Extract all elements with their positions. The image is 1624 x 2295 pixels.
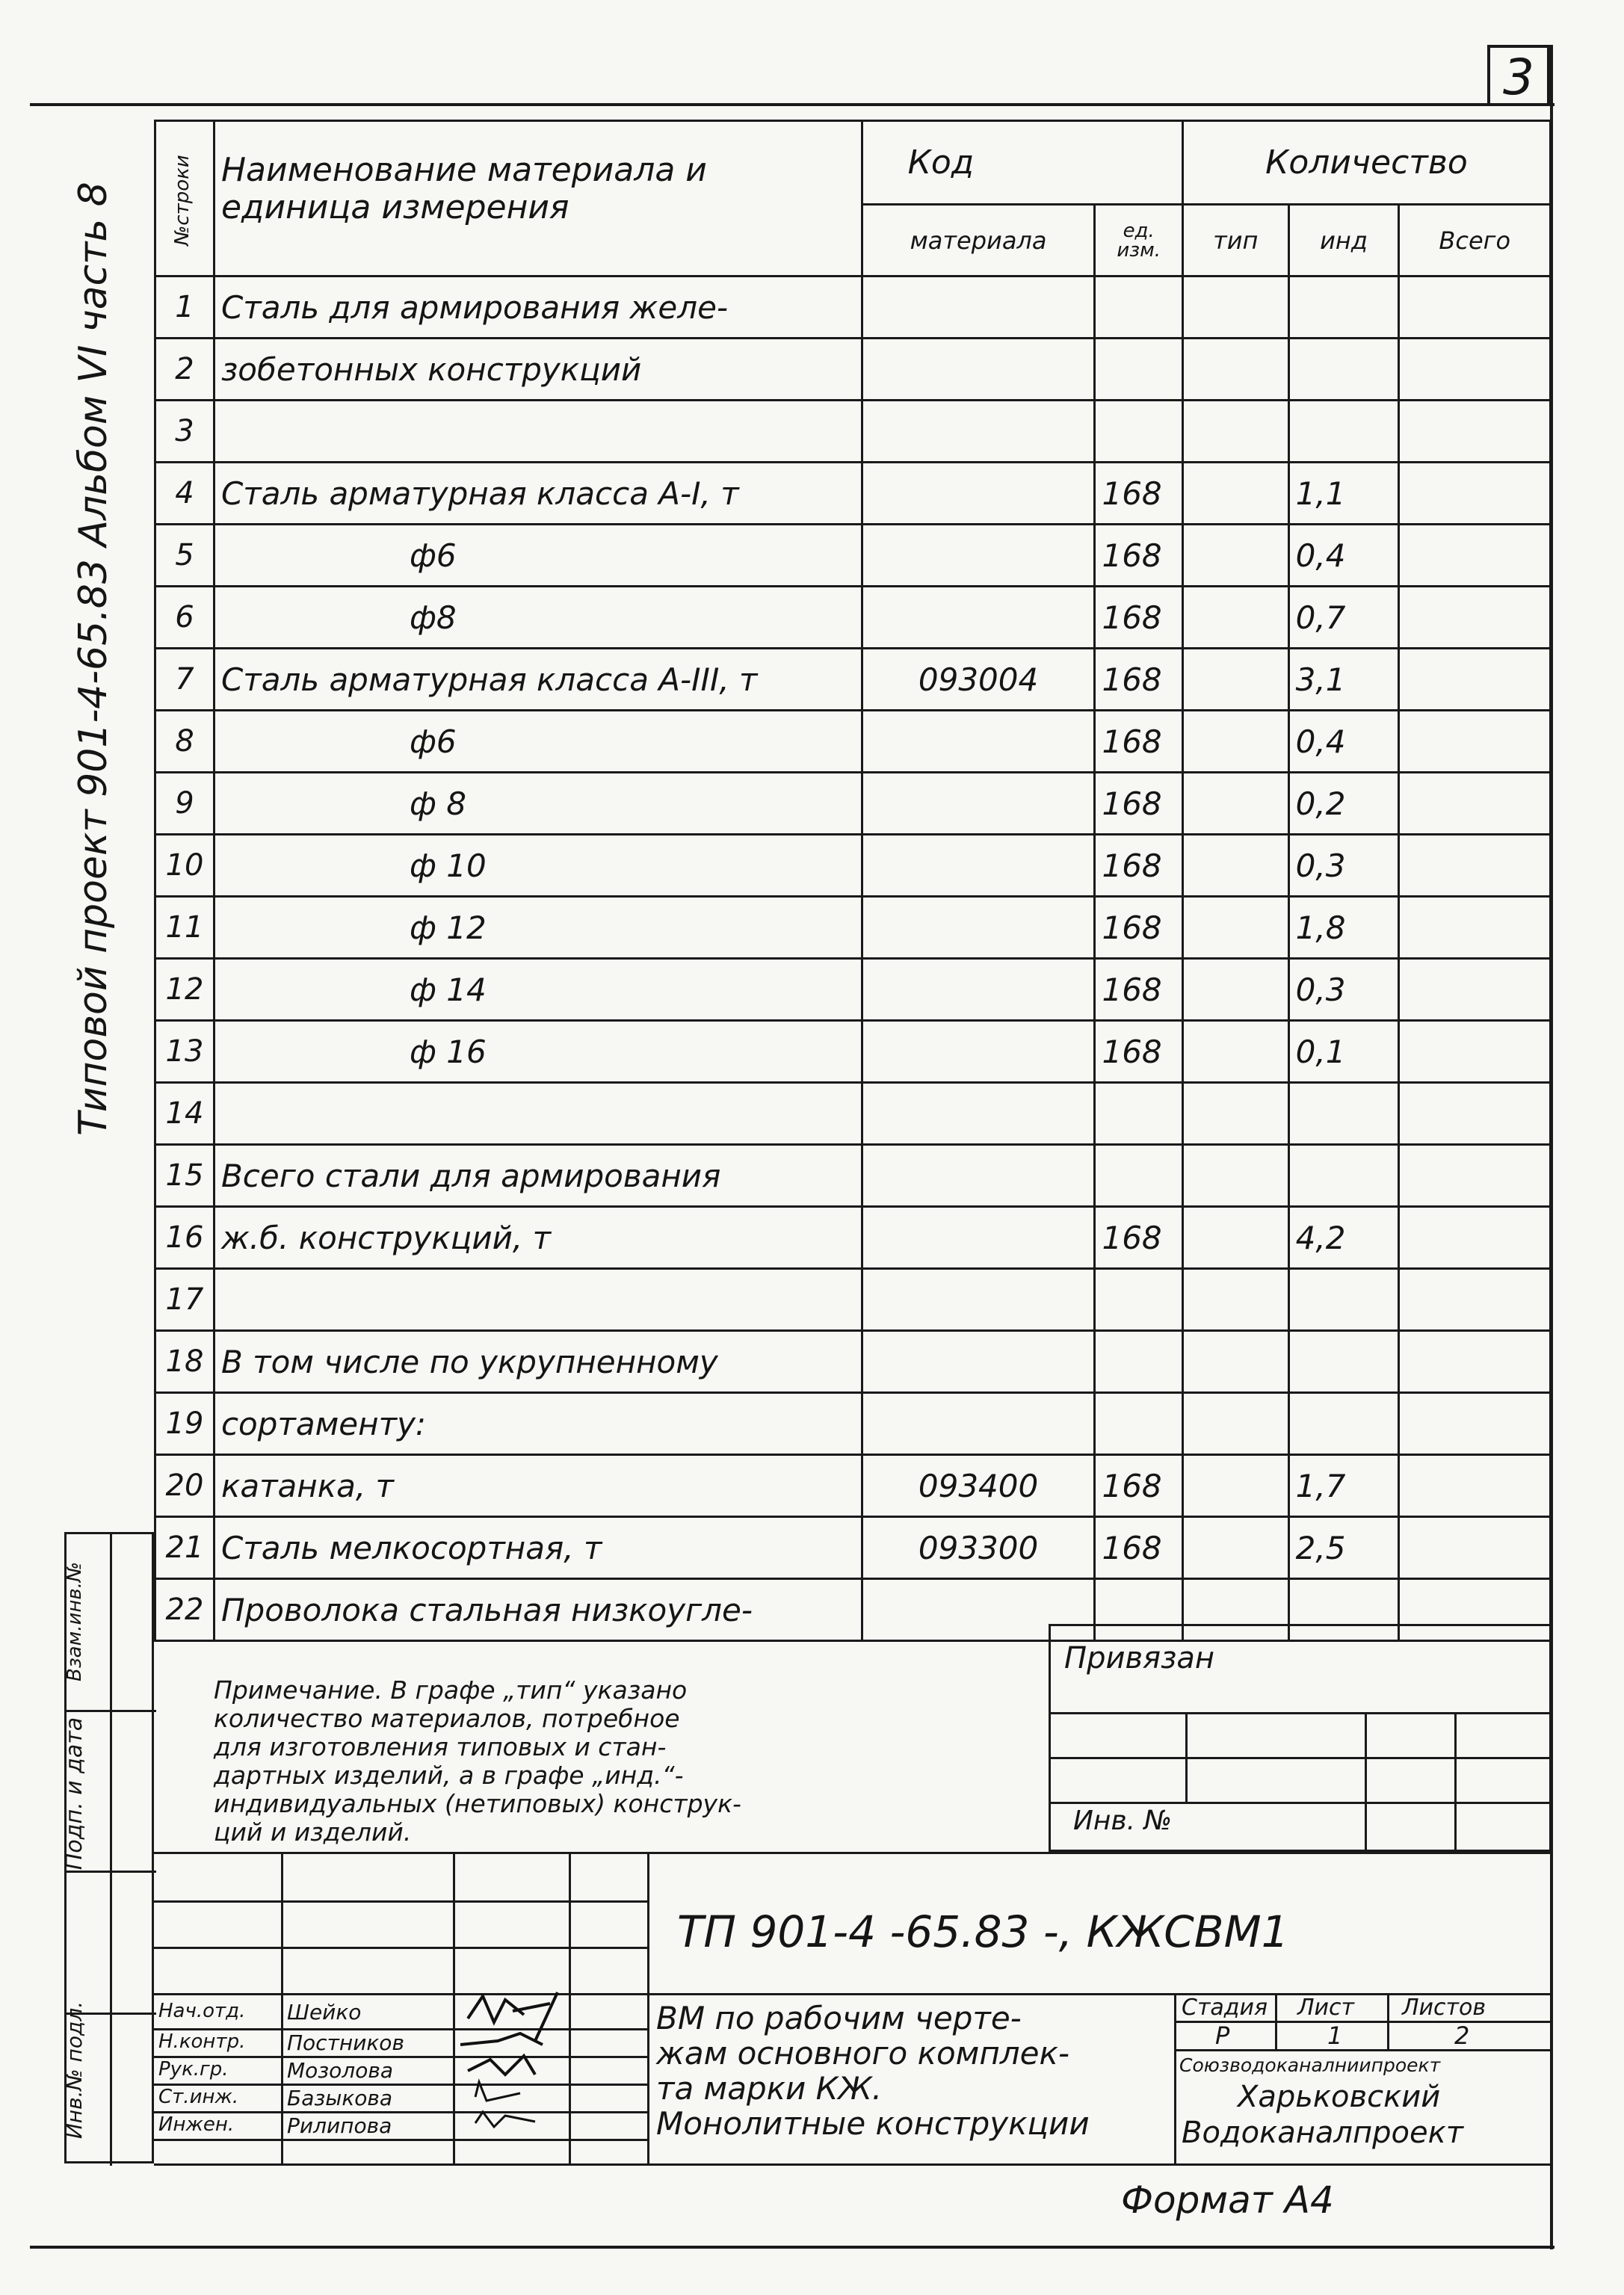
table-row [155,1207,1551,1269]
qty-total [1399,401,1551,463]
row-number: 9 [155,773,214,835]
header-name: Наименование материала и единица измерения [214,121,862,277]
table-row [155,463,1551,525]
page-number-box [1487,45,1550,106]
table-row [155,1269,1551,1331]
note-area [154,1624,1051,1852]
qty-ind [1288,1393,1399,1455]
top-border-line [30,103,1554,106]
material-code [862,463,1095,525]
row-number: 19 [155,1393,214,1455]
sheets-value: 2 [1454,2021,1470,2050]
qty-tip [1182,1455,1288,1517]
qty-ind [1288,1083,1399,1145]
qty-tip [1182,1269,1288,1331]
qty-ind: 0,4 [1288,711,1399,773]
material-code: 093004 [862,649,1095,711]
material-name: зобетонных конструкций [214,339,862,401]
side-label-inv-podl: Инв.№ подл. [62,2001,87,2140]
qty-tip [1182,339,1288,401]
header-row-number-cell [155,121,214,277]
qty-tip [1182,1517,1288,1579]
row-number: 14 [155,1083,214,1145]
privyazan-title: Привязан [1064,1641,1215,1675]
material-code [862,525,1095,587]
bottom-border-line [30,2246,1554,2249]
side-project-caption: Типовой проект 901-4-65.83 Альбом VI часть 8 [71,182,116,1136]
qty-ind: 1,8 [1288,897,1399,959]
qty-ind: 0,7 [1288,587,1399,649]
qty-total [1399,1393,1551,1455]
material-name [214,1083,862,1145]
material-name: ф 10 [214,835,862,897]
org-line1: Союзводоканалниипроект [1179,2054,1441,2076]
table-row [155,1145,1551,1207]
signature-name: Мозолова [287,2058,393,2083]
unit-code: 168 [1095,525,1182,587]
material-name: ф 12 [214,897,862,959]
row-number: 3 [155,401,214,463]
row-number: 2 [155,339,214,401]
qty-tip [1182,1083,1288,1145]
qty-total [1399,1083,1551,1145]
qty-total [1399,525,1551,587]
qty-tip [1182,277,1288,339]
material-name: В том числе по укрупненному [214,1331,862,1393]
qty-tip [1182,1021,1288,1083]
qty-tip [1182,959,1288,1021]
material-code [862,277,1095,339]
unit-code: 168 [1095,463,1182,525]
table-row [155,1393,1551,1455]
qty-ind: 1,7 [1288,1455,1399,1517]
unit-code: 168 [1095,773,1182,835]
qty-tip [1182,649,1288,711]
qty-tip [1182,773,1288,835]
qty-ind: 0,4 [1288,525,1399,587]
table-row [155,1021,1551,1083]
material-code [862,1393,1095,1455]
table-row [155,1455,1551,1517]
qty-total [1399,897,1551,959]
row-number: 4 [155,463,214,525]
row-number: 7 [155,649,214,711]
material-code [862,1331,1095,1393]
material-code [862,1145,1095,1207]
material-code [862,773,1095,835]
signatures-image [453,1989,647,2168]
qty-total [1399,1455,1551,1517]
material-name: Сталь арматурная класса A-I, т [214,463,862,525]
sheets-label: Листов [1402,1995,1486,2021]
header-code: Код [862,121,1182,205]
material-code [862,1207,1095,1269]
signature-name: Постников [287,2030,404,2055]
header-code-unit: ед. изм. [1095,205,1182,277]
unit-code [1095,1331,1182,1393]
qty-ind: 0,3 [1288,959,1399,1021]
qty-tip [1182,401,1288,463]
qty-tip [1182,1393,1288,1455]
unit-code: 168 [1095,835,1182,897]
unit-code [1095,401,1182,463]
qty-tip [1182,897,1288,959]
material-code [862,1269,1095,1331]
header-code-material: материала [862,205,1095,277]
qty-ind: 1,1 [1288,463,1399,525]
sheet-label: Лист [1297,1995,1355,2021]
qty-total [1399,711,1551,773]
material-name: Сталь мелкосортная, т [214,1517,862,1579]
unit-code: 168 [1095,587,1182,649]
page-number: 3 [1503,48,1534,106]
qty-total [1399,277,1551,339]
unit-code: 168 [1095,1517,1182,1579]
material-name: катанка, т [214,1455,862,1517]
qty-tip [1182,835,1288,897]
org-line3: Водоканалпроект [1182,2116,1464,2150]
material-code: 093300 [862,1517,1095,1579]
qty-tip [1182,1331,1288,1393]
material-name: Проволока стальная низкоугле- [214,1579,862,1641]
side-label-podp-data: Подп. и дата [61,1717,87,1871]
material-code [862,401,1095,463]
material-code [862,711,1095,773]
signature-role: Ст.инж. [158,2086,239,2108]
unit-code: 168 [1095,1021,1182,1083]
material-code: 093400 [862,1455,1095,1517]
table-row [155,649,1551,711]
row-number: 8 [155,711,214,773]
qty-total [1399,1517,1551,1579]
table-row [155,835,1551,897]
header-qty-tip: тип [1182,205,1288,277]
qty-tip [1182,711,1288,773]
unit-code: 168 [1095,649,1182,711]
material-name: ф8 [214,587,862,649]
material-name: Всего стали для армирования [214,1145,862,1207]
unit-code: 168 [1095,1207,1182,1269]
unit-code: 168 [1095,1455,1182,1517]
material-name: ф 14 [214,959,862,1021]
unit-code [1095,1393,1182,1455]
material-code [862,339,1095,401]
qty-ind: 2,5 [1288,1517,1399,1579]
unit-code [1095,1083,1182,1145]
unit-code [1095,1269,1182,1331]
row-number: 10 [155,835,214,897]
material-code [862,587,1095,649]
row-number: 13 [155,1021,214,1083]
header-quantity: Количество [1182,121,1550,205]
signature-role: Н.контр. [158,2030,246,2053]
table-row [155,1517,1551,1579]
material-name: ф 8 [214,773,862,835]
material-name: ф 16 [214,1021,862,1083]
qty-total [1399,1145,1551,1207]
row-number: 5 [155,525,214,587]
qty-ind: 0,1 [1288,1021,1399,1083]
qty-total [1399,339,1551,401]
table-row [155,1083,1551,1145]
qty-total [1399,1021,1551,1083]
qty-ind [1288,339,1399,401]
stage-value: Р [1215,2021,1230,2050]
sheet-value: 1 [1327,2021,1343,2050]
qty-total [1399,835,1551,897]
header-row-number: №строки [171,155,194,246]
signature-name: Шейко [287,2000,362,2024]
qty-tip [1182,587,1288,649]
qty-tip [1182,525,1288,587]
row-number: 20 [155,1455,214,1517]
material-code [862,959,1095,1021]
material-name: ж.б. конструкций, т [214,1207,862,1269]
spec-table [154,120,1552,1642]
row-number: 11 [155,897,214,959]
qty-ind: 4,2 [1288,1207,1399,1269]
signature-name: Рилипова [287,2113,392,2138]
title-block [154,1852,1552,2166]
row-number: 6 [155,587,214,649]
material-name [214,401,862,463]
material-name: Сталь для армирования желе- [214,277,862,339]
table-row [155,959,1551,1021]
note-text: Примечание. В графе „тип“ указано количество материалов, потребное для изготовления типовых и стан- дартных изделий, а в графе „инд.“- индивидуальных (нетиповых) конструк- ций и изделий. [214,1675,741,1847]
signature-name: Базыкова [287,2086,393,2110]
table-row [155,897,1551,959]
material-code [862,1083,1095,1145]
qty-total [1399,587,1551,649]
material-code [862,835,1095,897]
qty-total [1399,1207,1551,1269]
table-row [155,277,1551,339]
qty-ind: 3,1 [1288,649,1399,711]
qty-ind [1288,401,1399,463]
material-name: ф6 [214,525,862,587]
row-number: 21 [155,1517,214,1579]
qty-tip [1182,1145,1288,1207]
table-row [155,1331,1551,1393]
signature-role: Нач.отд. [158,2000,246,2022]
qty-ind [1288,1331,1399,1393]
row-number: 12 [155,959,214,1021]
table-row [155,339,1551,401]
table-row [155,587,1551,649]
unit-code [1095,339,1182,401]
material-name: Сталь арматурная класса A-III, т [214,649,862,711]
qty-total [1399,1331,1551,1393]
qty-tip [1182,1207,1288,1269]
unit-code: 168 [1095,959,1182,1021]
material-code [862,897,1095,959]
row-number: 15 [155,1145,214,1207]
qty-ind [1288,1269,1399,1331]
stage-label: Стадия [1182,1995,1268,2021]
row-number: 17 [155,1269,214,1331]
side-label-vzam-inv: Взам.инв.№ [64,1562,86,1681]
material-name: ф6 [214,711,862,773]
row-number: 22 [155,1579,214,1641]
qty-ind [1288,277,1399,339]
qty-tip [1182,463,1288,525]
row-number: 16 [155,1207,214,1269]
qty-ind: 0,2 [1288,773,1399,835]
org-line2: Харьковский [1238,2080,1441,2114]
doc-code: ТП 901-4 -65.83 -, КЖСВМ1 [677,1906,1289,1957]
qty-total [1399,1269,1551,1331]
doc-description: ВМ по рабочим черте- жам основного комплек- та марки КЖ. Монолитные конструкции [656,2000,1090,2142]
row-number: 18 [155,1331,214,1393]
privyazan-block [1051,1624,1552,1852]
material-name: сортаменту: [214,1393,862,1455]
table-row [155,525,1551,587]
unit-code: 168 [1095,711,1182,773]
signature-role: Инжен. [158,2113,235,2136]
unit-code [1095,277,1182,339]
qty-ind [1288,1145,1399,1207]
qty-ind: 0,3 [1288,835,1399,897]
qty-total [1399,959,1551,1021]
table-row [155,711,1551,773]
signature-role: Рук.гр. [158,2058,229,2081]
privyazan-inv-label: Инв. № [1073,1806,1173,1836]
material-name [214,1269,862,1331]
row-number: 1 [155,277,214,339]
unit-code [1095,1145,1182,1207]
table-row [155,773,1551,835]
qty-total [1399,649,1551,711]
header-qty-total: Всего [1399,205,1551,277]
material-code [862,1021,1095,1083]
unit-code: 168 [1095,897,1182,959]
qty-total [1399,773,1551,835]
qty-total [1399,463,1551,525]
table-row [155,401,1551,463]
format-label: Формат А4 [1121,2178,1334,2222]
header-qty-ind: инд [1288,205,1399,277]
